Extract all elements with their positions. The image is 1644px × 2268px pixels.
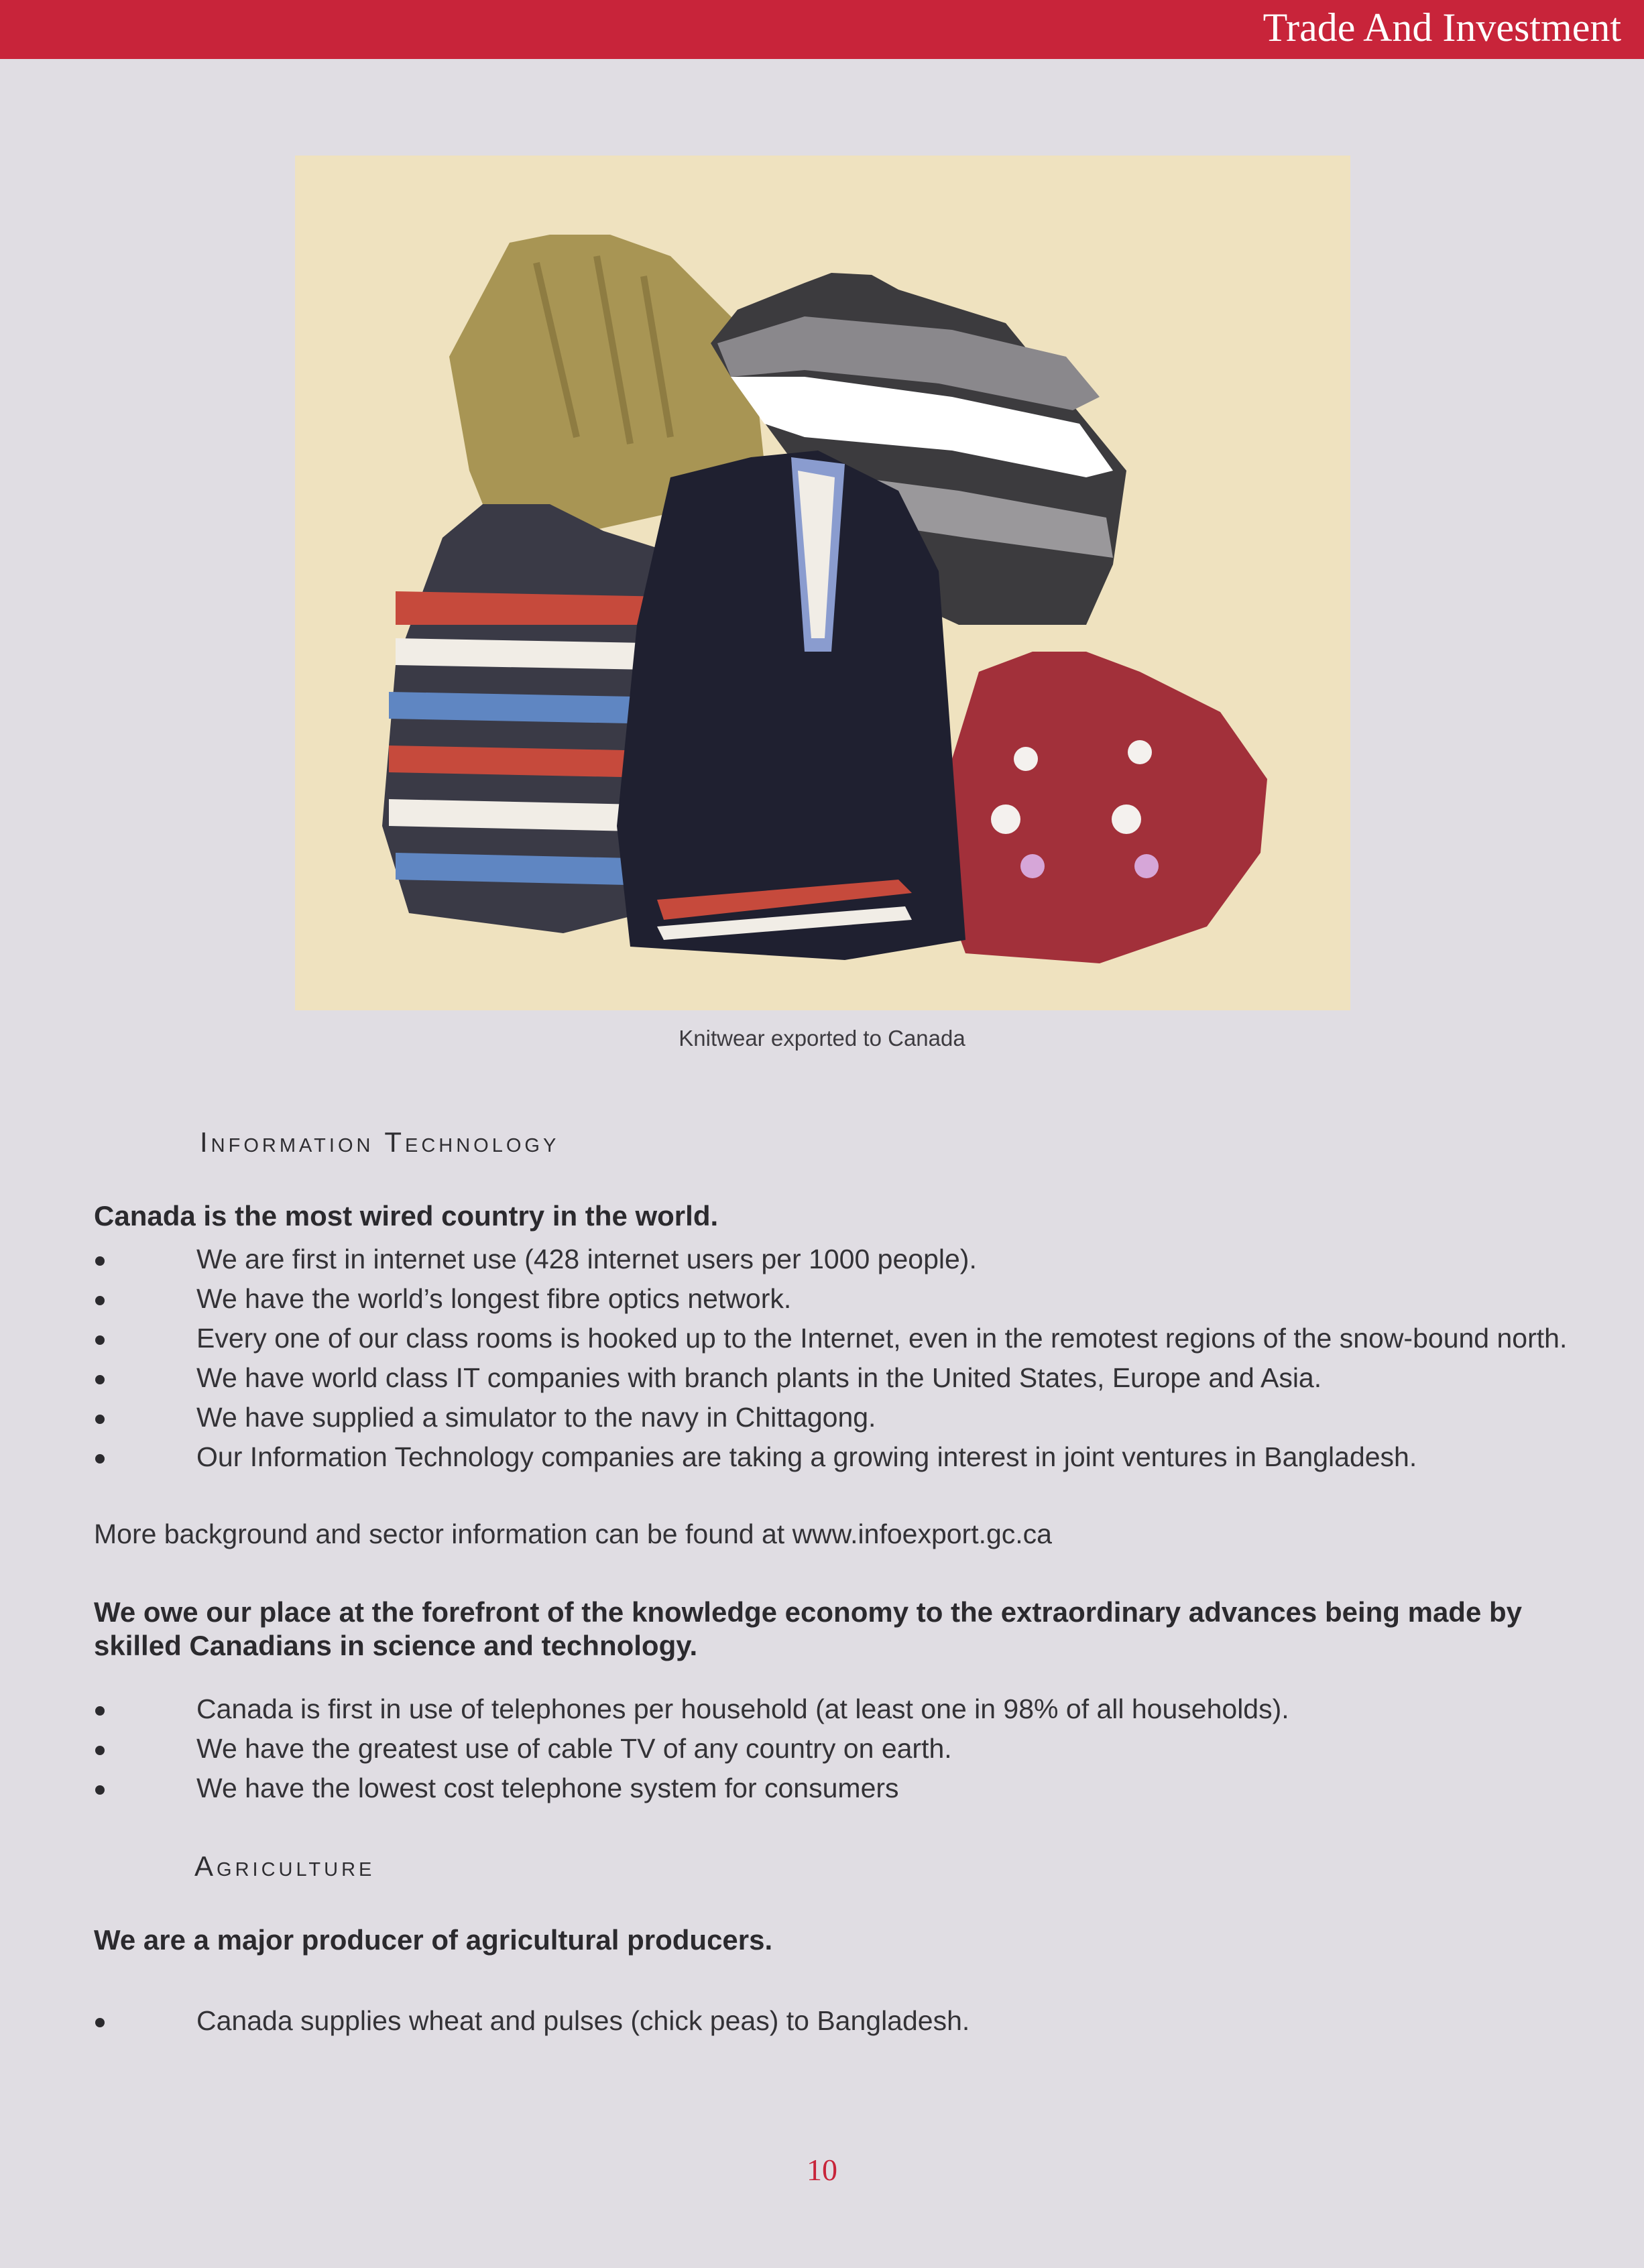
list-item: We are first in internet use (428 internet users per 1000 people). (91, 1240, 1567, 1279)
knitwear-photo (295, 156, 1350, 1010)
it-lead-statement: Canada is the most wired country in the world. (94, 1200, 719, 1232)
it-bullet-list (91, 1240, 1567, 1477)
agriculture-lead-statement: We are a major producer of agricultural producers. (94, 1924, 773, 1956)
header-title: Trade And Investment (1263, 5, 1621, 50)
list-item: Canada supplies wheat and pulses (chick peas) to Bangladesh. (91, 2001, 970, 2041)
page-number: 10 (807, 2153, 837, 2187)
list-item: We have the greatest use of cable TV of any country on earth. (91, 1729, 1289, 1769)
knowledge-bullet-list (91, 1689, 1289, 1808)
knowledge-lead-statement: We owe our place at the forefront of the knowledge economy to the extraordinary advances being made by skilled Canadians in science and technology. (94, 1596, 1523, 1661)
list-item: Our Information Technology companies are taking a growing interest in joint ventures in Bangladesh. (91, 1437, 1567, 1477)
more-info-text: More background and sector information can be found at www.infoexport.gc.ca (94, 1518, 1052, 1549)
list-item: We have world class IT companies with branch plants in the United States, Europe and Asia. (91, 1358, 1567, 1398)
list-item: We have the world’s longest fibre optics network. (91, 1279, 1567, 1319)
section-title-agriculture: Agriculture (194, 1850, 375, 1882)
photo-caption: Knitwear exported to Canada (679, 1026, 965, 1051)
agriculture-bullet-list (91, 2001, 970, 2041)
red-floral-cardigan (939, 652, 1267, 963)
section-title-information-technology: Information Technology (200, 1126, 560, 1158)
list-item: We have the lowest cost telephone system for consumers (91, 1769, 1289, 1808)
navy-tunic-sweater (617, 451, 965, 960)
list-item: We have supplied a simulator to the navy in Chittagong. (91, 1398, 1567, 1437)
list-item: Canada is first in use of telephones per household (at least one in 98% of all households). (91, 1689, 1289, 1729)
list-item: Every one of our class rooms is hooked up to the Internet, even in the remotest regions of the snow-bound north. (91, 1319, 1567, 1358)
knitwear-illustration (295, 156, 1350, 1010)
